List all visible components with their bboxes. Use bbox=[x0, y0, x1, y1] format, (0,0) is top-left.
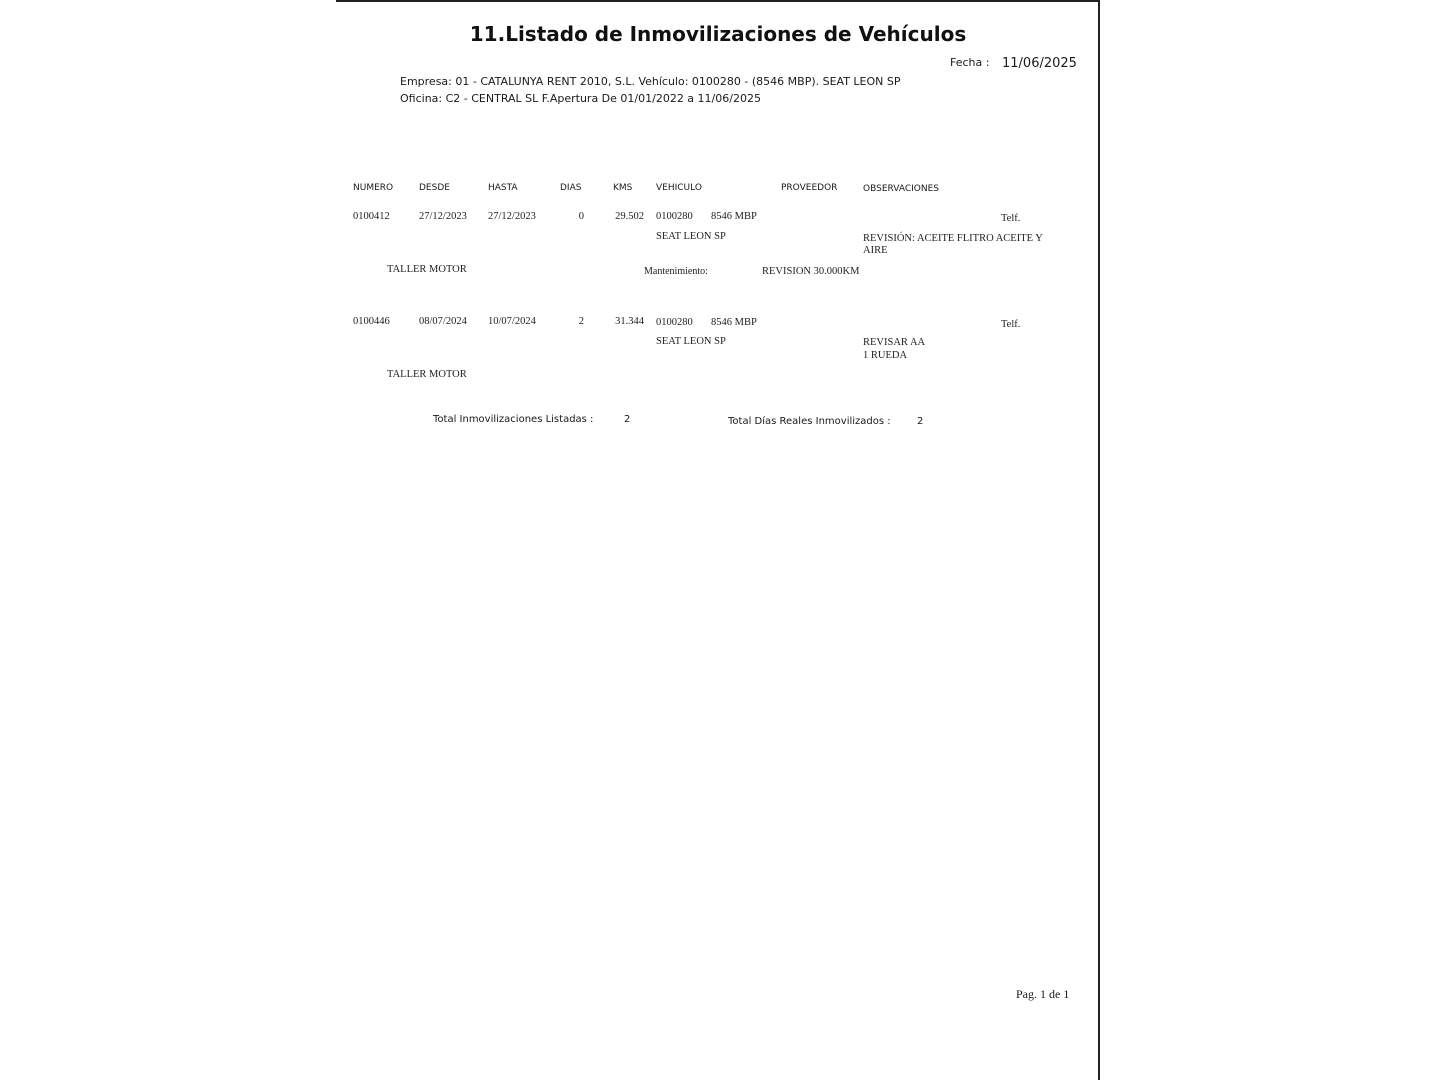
row-hasta: 10/07/2024 bbox=[488, 316, 536, 327]
header-dias: DIAS bbox=[560, 183, 582, 193]
header-kms: KMS bbox=[613, 183, 633, 193]
empresa-line: Empresa: 01 - CATALUNYA RENT 2010, S.L. Vehículo: 0100280 - (8546 MBP). SEAT LEON SP bbox=[400, 75, 901, 88]
header-hasta: HASTA bbox=[488, 183, 518, 193]
row-modelo: SEAT LEON SP bbox=[656, 231, 726, 242]
header-vehiculo: VEHICULO bbox=[656, 183, 702, 193]
header-proveedor: PROVEEDOR bbox=[781, 183, 838, 193]
total-listadas-label: Total Inmovilizaciones Listadas : bbox=[433, 414, 594, 425]
row-observaciones-line2: AIRE bbox=[863, 245, 888, 256]
row-telefono: Telf. bbox=[1001, 213, 1021, 224]
fecha-value: 11/06/2025 bbox=[1002, 56, 1077, 71]
row-tipo-value: REVISION 30.000KM bbox=[762, 266, 860, 277]
header-observaciones: OBSERVACIONES bbox=[863, 184, 939, 194]
row-desde: 08/07/2024 bbox=[419, 316, 467, 327]
total-listadas-value: 2 bbox=[624, 414, 631, 425]
row-matricula: 8546 MBP bbox=[711, 211, 757, 222]
report-page bbox=[336, 0, 1100, 1080]
oficina-line: Oficina: C2 - CENTRAL SL F.Apertura De 01/01/2022 a 11/06/2025 bbox=[400, 92, 761, 105]
report-title: 11.Listado de Inmovilizaciones de Vehículos bbox=[469, 22, 967, 46]
row-hasta: 27/12/2023 bbox=[488, 211, 536, 222]
row-taller: TALLER MOTOR bbox=[387, 369, 467, 380]
fecha-label: Fecha : bbox=[950, 56, 990, 69]
row-telefono: Telf. bbox=[1001, 319, 1021, 330]
row-vehiculo-code: 0100280 bbox=[656, 211, 693, 222]
row-modelo: SEAT LEON SP bbox=[656, 336, 726, 347]
row-tipo-label: Mantenimiento: bbox=[644, 266, 708, 277]
header-desde: DESDE bbox=[419, 183, 450, 193]
row-numero: 0100412 bbox=[353, 211, 390, 222]
row-observaciones-line1: REVISAR AA bbox=[863, 337, 926, 348]
row-kms: 31.344 bbox=[615, 316, 644, 327]
row-observaciones-line2: 1 RUEDA bbox=[863, 350, 908, 361]
row-vehiculo-code: 0100280 bbox=[656, 317, 693, 328]
row-dias: 2 bbox=[578, 316, 584, 327]
page-number: Pag. 1 de 1 bbox=[1016, 987, 1070, 1001]
row-desde: 27/12/2023 bbox=[419, 211, 467, 222]
row-kms: 29.502 bbox=[615, 211, 644, 222]
total-dias-label: Total Días Reales Inmovilizados : bbox=[728, 416, 891, 427]
total-dias-value: 2 bbox=[917, 416, 924, 427]
row-numero: 0100446 bbox=[353, 316, 390, 327]
header-numero: NUMERO bbox=[353, 183, 394, 193]
row-observaciones-line1: REVISIÓN: ACEITE FLITRO ACEITE Y bbox=[863, 233, 1043, 244]
row-taller: TALLER MOTOR bbox=[387, 264, 467, 275]
row-dias: 0 bbox=[578, 211, 584, 222]
row-matricula: 8546 MBP bbox=[711, 317, 757, 328]
